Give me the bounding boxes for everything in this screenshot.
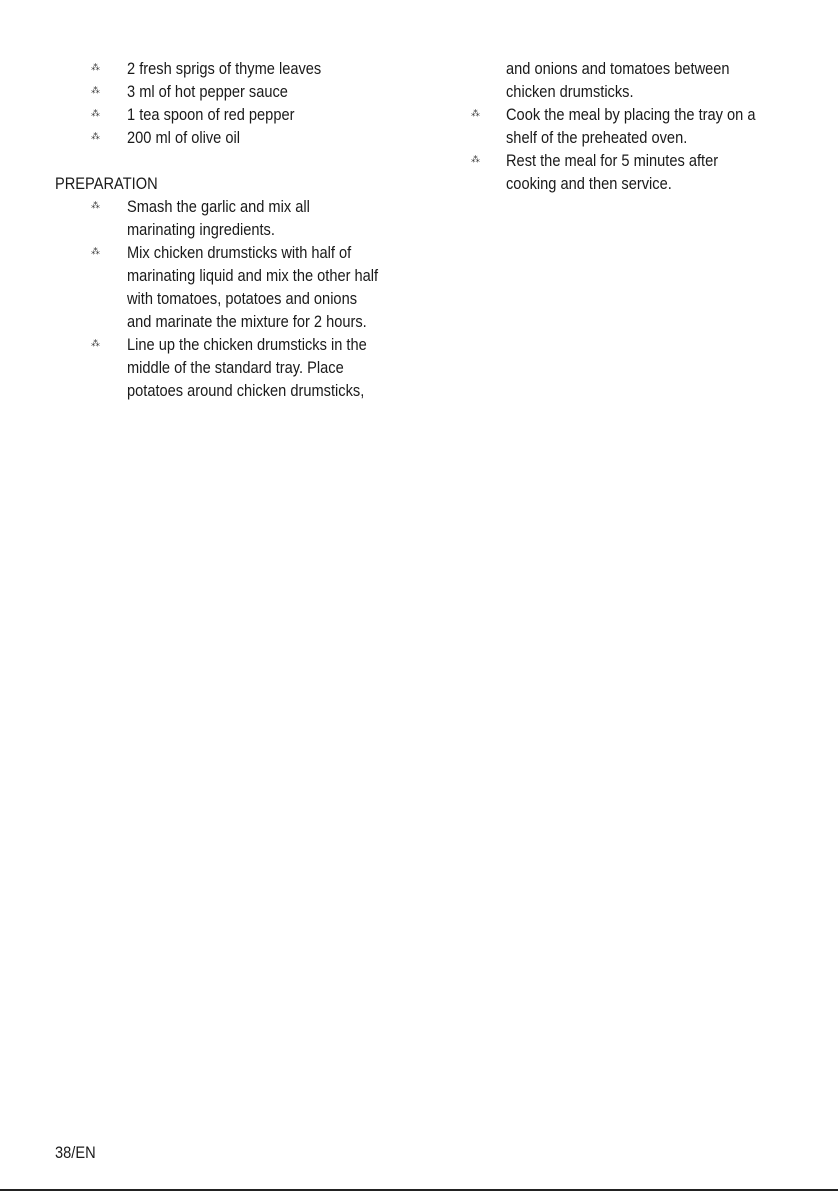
bullet-icon: ⁂: [471, 155, 480, 165]
preparation-step-line: middle of the standard tray. Place: [127, 358, 344, 377]
preparation-step-line: and marinate the mixture for 2 hours.: [127, 312, 367, 331]
preparation-step-line: Line up the chicken drumsticks in the: [127, 335, 367, 354]
bullet-icon: ⁂: [91, 63, 100, 73]
preparation-step-line: shelf of the preheated oven.: [506, 128, 688, 147]
preparation-step-line: marinating ingredients.: [127, 220, 275, 239]
preparation-step-line: cooking and then service.: [506, 174, 672, 193]
ingredient-item: 1 tea spoon of red pepper: [127, 105, 295, 124]
preparation-step-line: potatoes around chicken drumsticks,: [127, 381, 365, 400]
preparation-step-line: chicken drumsticks.: [506, 82, 634, 101]
preparation-step-line: Mix chicken drumsticks with half of: [127, 243, 352, 262]
preparation-step-line: Cook the meal by placing the tray on a: [506, 105, 756, 124]
page-number: 38/EN: [55, 1143, 96, 1162]
bullet-icon: ⁂: [91, 339, 100, 349]
ingredient-item: 2 fresh sprigs of thyme leaves: [127, 59, 322, 78]
ingredient-item: 200 ml of olive oil: [127, 128, 240, 147]
bullet-icon: ⁂: [91, 86, 100, 96]
section-heading-preparation: PREPARATION: [55, 174, 158, 193]
preparation-step-line: with tomatoes, potatoes and onions: [127, 289, 358, 308]
bullet-icon: ⁂: [91, 201, 100, 211]
preparation-step-line: and onions and tomatoes between: [506, 59, 730, 78]
preparation-step-line: marinating liquid and mix the other half: [127, 266, 379, 285]
preparation-step-line: Rest the meal for 5 minutes after: [506, 151, 719, 170]
bullet-icon: ⁂: [91, 109, 100, 119]
bullet-icon: ⁂: [91, 132, 100, 142]
bullet-icon: ⁂: [471, 109, 480, 119]
ingredient-item: 3 ml of hot pepper sauce: [127, 82, 288, 101]
bullet-icon: ⁂: [91, 247, 100, 257]
preparation-step-line: Smash the garlic and mix all: [127, 197, 310, 216]
